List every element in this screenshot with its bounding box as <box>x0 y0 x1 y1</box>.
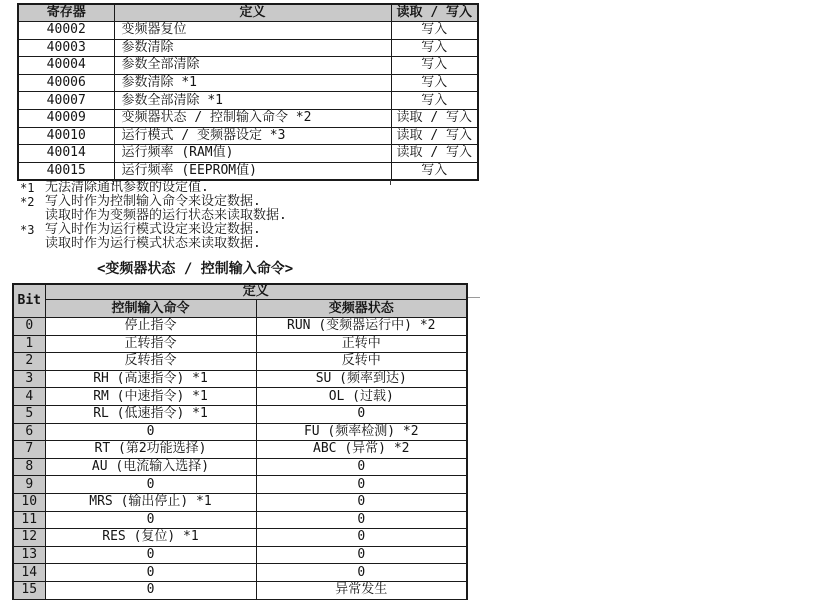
inverter-status-cell: OL (过载) <box>256 388 467 406</box>
footnote-marker: *2 <box>20 195 35 209</box>
bit-table-row <box>13 546 467 564</box>
inverter-status-cell: 反转中 <box>256 353 467 371</box>
register-number-cell: 40014 <box>18 145 114 163</box>
register-access-cell: 写入 <box>391 22 478 40</box>
bit-number-cell: 8 <box>13 458 45 476</box>
bit-column-header: Bit <box>13 284 45 318</box>
control-input-cell: 正转指令 <box>45 335 256 353</box>
inverter-status-column-header: 变频器状态 <box>256 300 467 318</box>
bit-table <box>12 283 468 600</box>
bit-number-cell: 7 <box>13 441 45 459</box>
register-definition-cell: 运行频率 (EEPROM值) <box>114 162 391 180</box>
register-definition-cell: 运行模式 / 变频器设定 *3 <box>114 127 391 145</box>
register-table-body <box>18 22 478 181</box>
register-table <box>17 3 479 181</box>
register-number-cell: 40004 <box>18 57 114 75</box>
control-input-cell: 0 <box>45 511 256 529</box>
control-input-cell: AU (电流输入选择) <box>45 458 256 476</box>
control-input-cell: RES (复位) *1 <box>45 529 256 547</box>
bit-number-cell: 4 <box>13 388 45 406</box>
register-table-row <box>18 92 478 110</box>
bit-table-row <box>13 405 467 423</box>
control-input-cell: 0 <box>45 476 256 494</box>
register-access-cell: 写入 <box>391 74 478 92</box>
bit-table-row <box>13 476 467 494</box>
control-input-cell: 0 <box>45 581 256 599</box>
inverter-status-cell: RUN (变频器运行中) *2 <box>256 318 467 336</box>
control-input-cell: 停止指令 <box>45 318 256 336</box>
register-access-cell: 读取 / 写入 <box>391 127 478 145</box>
bit-table-row <box>13 318 467 336</box>
footnote-line <box>20 195 287 209</box>
register-access-cell: 写入 <box>391 39 478 57</box>
inverter-status-cell: FU (频率检测) *2 <box>256 423 467 441</box>
bit-table-row <box>13 529 467 547</box>
inverter-status-cell: 正转中 <box>256 335 467 353</box>
control-input-cell: RT (第2功能选择) <box>45 441 256 459</box>
register-number-cell: 40003 <box>18 39 114 57</box>
bit-number-cell: 15 <box>13 581 45 599</box>
bit-number-cell: 9 <box>13 476 45 494</box>
bit-number-cell: 10 <box>13 493 45 511</box>
register-column-header: 寄存器 <box>18 4 114 22</box>
register-table-row <box>18 39 478 57</box>
control-input-cell: 0 <box>45 423 256 441</box>
footnote-text: 读取时作为变频器的运行状态来读取数据. <box>45 208 287 223</box>
register-definition-cell: 参数全部清除 <box>114 57 391 75</box>
register-definition-cell: 变频器状态 / 控制输入命令 *2 <box>114 109 391 127</box>
footnote-text: 写入时作为运行模式设定来设定数据. <box>45 222 261 237</box>
bit-number-cell: 0 <box>13 318 45 336</box>
footnote-marker: *1 <box>20 181 35 195</box>
inverter-status-cell: 0 <box>256 511 467 529</box>
inverter-status-cell: 0 <box>256 405 467 423</box>
inverter-status-cell: 0 <box>256 476 467 494</box>
register-definition-cell: 参数全部清除 *1 <box>114 92 391 110</box>
register-number-cell: 40006 <box>18 74 114 92</box>
register-access-cell: 写入 <box>391 57 478 75</box>
bit-table-row <box>13 423 467 441</box>
register-table-header-row <box>18 4 478 22</box>
bit-table-header-row-1 <box>13 284 467 300</box>
bit-table-row <box>13 441 467 459</box>
footnote-line <box>20 209 287 223</box>
register-number-cell: 40010 <box>18 127 114 145</box>
register-definition-cell: 参数清除 *1 <box>114 74 391 92</box>
bit-table-header-row-2 <box>13 300 467 318</box>
definition-span-header: 定义 <box>45 284 467 300</box>
footnote-line <box>20 223 287 237</box>
inverter-status-cell: 异常发生 <box>256 581 467 599</box>
footnote-marker <box>20 237 45 251</box>
footnote-marker <box>20 209 45 223</box>
control-input-cell: MRS (输出停止) *1 <box>45 493 256 511</box>
control-input-cell: 反转指令 <box>45 353 256 371</box>
bit-number-cell: 12 <box>13 529 45 547</box>
inverter-status-cell: SU (频率到达) <box>256 370 467 388</box>
definition-column-header: 定义 <box>114 4 391 22</box>
bit-number-cell: 3 <box>13 370 45 388</box>
register-definition-cell: 运行频率 (RAM值) <box>114 145 391 163</box>
footnote-text: 无法清除通讯参数的设定值. <box>45 180 209 195</box>
footnote-text: 读取时作为运行模式状态来读取数据. <box>45 236 261 251</box>
control-input-cell: RM (中速指令) *1 <box>45 388 256 406</box>
bit-number-cell: 11 <box>13 511 45 529</box>
register-access-cell: 读取 / 写入 <box>391 109 478 127</box>
register-number-cell: 40009 <box>18 109 114 127</box>
register-table-row <box>18 109 478 127</box>
bit-table-row <box>13 335 467 353</box>
bit-table-row <box>13 388 467 406</box>
inverter-status-cell: 0 <box>256 529 467 547</box>
register-number-cell: 40002 <box>18 22 114 40</box>
inverter-status-cell: 0 <box>256 546 467 564</box>
scan-artifact-stub <box>390 180 391 185</box>
bit-number-cell: 14 <box>13 564 45 582</box>
access-column-header: 读取 / 写入 <box>391 4 478 22</box>
bit-number-cell: 13 <box>13 546 45 564</box>
control-input-cell: RH (高速指令) *1 <box>45 370 256 388</box>
register-number-cell: 40015 <box>18 162 114 180</box>
control-input-column-header: 控制输入命令 <box>45 300 256 318</box>
bit-table-title: <变频器状态 / 控制输入命令> <box>97 261 294 277</box>
register-table-row <box>18 22 478 40</box>
inverter-status-cell: ABC (异常) *2 <box>256 441 467 459</box>
bit-table-row <box>13 493 467 511</box>
bit-table-row <box>13 581 467 599</box>
control-input-cell: 0 <box>45 564 256 582</box>
register-access-cell: 写入 <box>391 92 478 110</box>
bit-number-cell: 5 <box>13 405 45 423</box>
register-access-cell: 写入 <box>391 162 478 180</box>
register-definition-cell: 变频器复位 <box>114 22 391 40</box>
bit-table-row <box>13 511 467 529</box>
bit-table-clip <box>12 283 470 600</box>
register-table-row <box>18 162 478 180</box>
bit-table-row <box>13 353 467 371</box>
inverter-status-cell: 0 <box>256 458 467 476</box>
inverter-status-cell: 0 <box>256 493 467 511</box>
register-table-row <box>18 145 478 163</box>
register-access-cell: 读取 / 写入 <box>391 145 478 163</box>
register-table-row <box>18 127 478 145</box>
footnote-marker: *3 <box>20 223 35 237</box>
bit-table-row <box>13 564 467 582</box>
bit-table-row <box>13 458 467 476</box>
control-input-cell: 0 <box>45 546 256 564</box>
register-number-cell: 40007 <box>18 92 114 110</box>
register-definition-cell: 参数清除 <box>114 39 391 57</box>
bit-number-cell: 1 <box>13 335 45 353</box>
footnote-line <box>20 181 287 195</box>
bit-number-cell: 6 <box>13 423 45 441</box>
register-table-row <box>18 57 478 75</box>
inverter-status-cell: 0 <box>256 564 467 582</box>
bit-number-cell: 2 <box>13 353 45 371</box>
bit-table-row <box>13 370 467 388</box>
register-table-row <box>18 74 478 92</box>
footnotes <box>20 181 287 251</box>
footnote-text: 写入时作为控制输入命令来设定数据. <box>45 194 261 209</box>
footnote-line <box>20 237 287 251</box>
bit-table-body <box>13 318 467 600</box>
control-input-cell: RL (低速指令) *1 <box>45 405 256 423</box>
